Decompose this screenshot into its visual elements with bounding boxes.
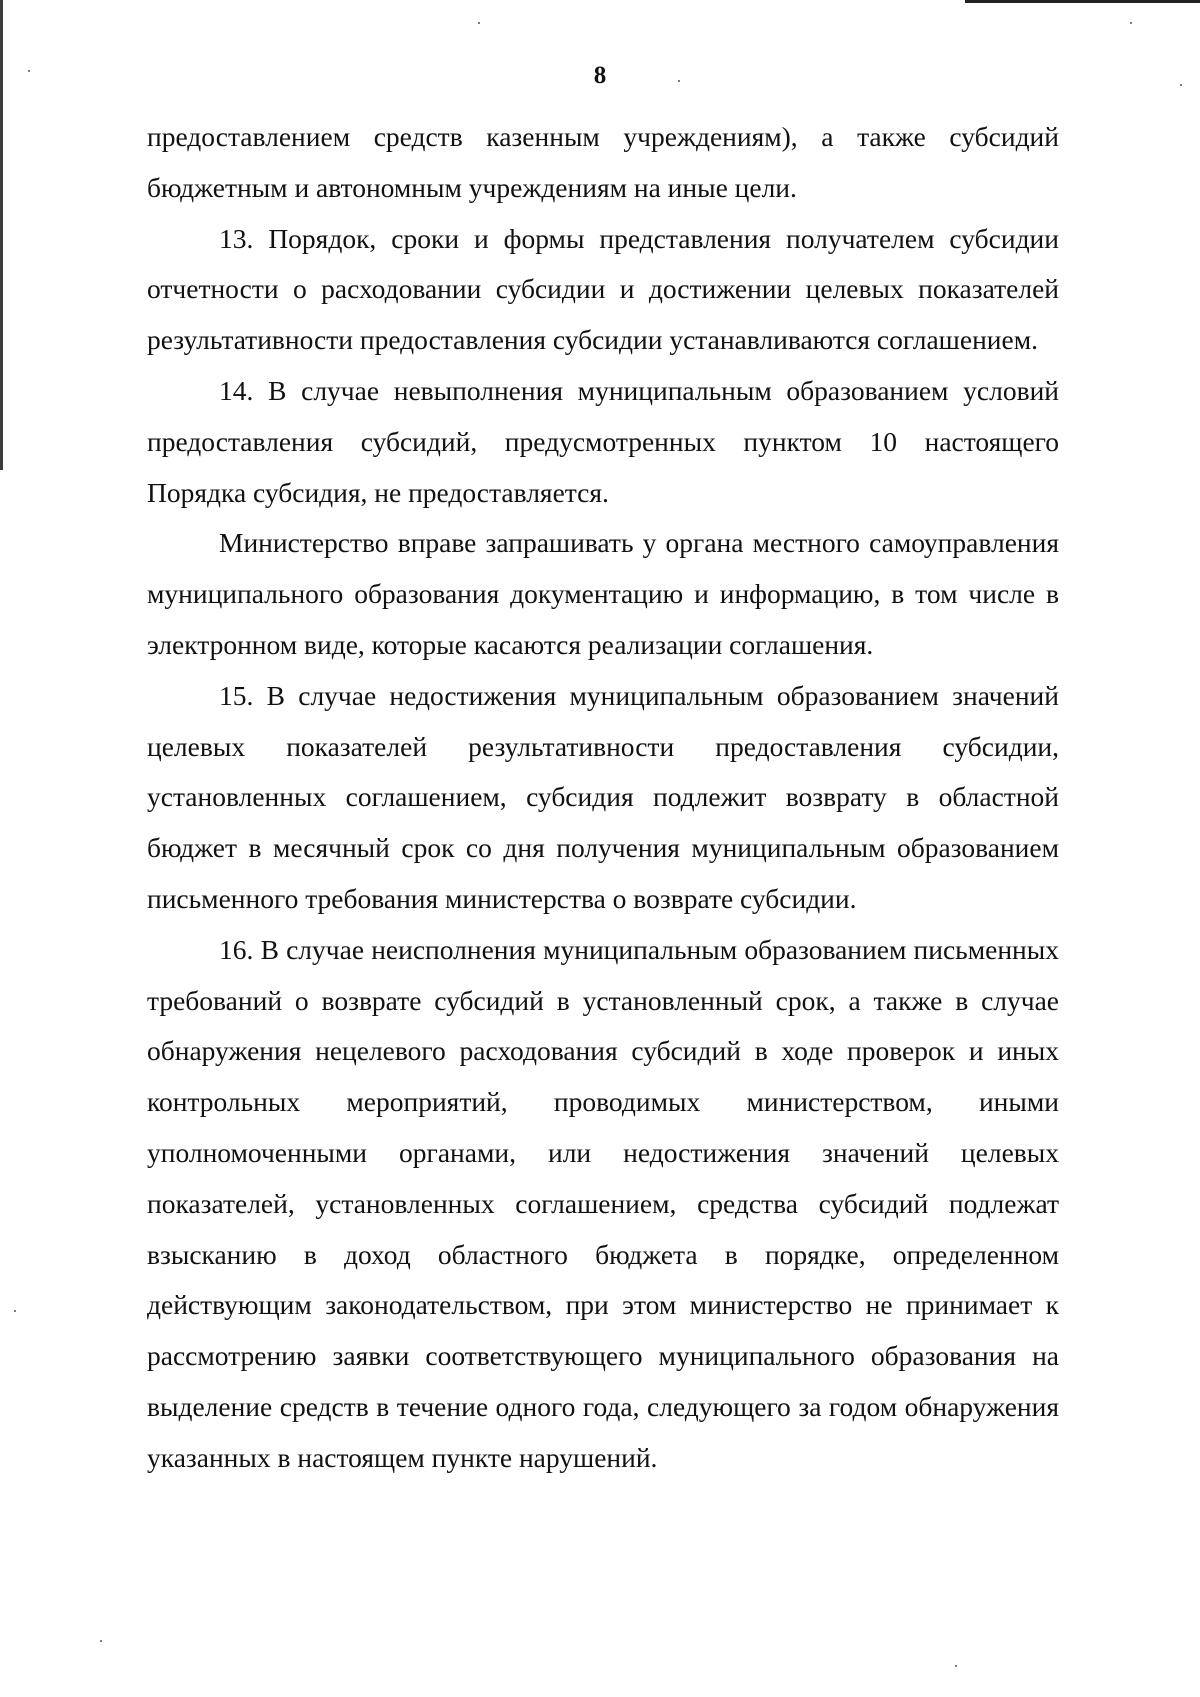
paragraph-13: 13. Порядок, сроки и формы представления получателем субсидии отчетности о расходовании субсидии и достижении целевых показателей результативности предоставления субсидии устанавливаются соглашением. (147, 222, 1059, 356)
paragraph-continuation: предоставлением средств казенным учреждениям), а также субсидий бюджетным и автономным учреждениям на иные цели. (147, 121, 1059, 203)
paragraph-14: 14. В случае невыполнения муниципальным образованием условий предоставления субсидий, предусмотренных пунктом 10 настоящего Порядка субсидия, не предоставляется. (147, 374, 1059, 508)
paragraph-14-ministry: Министерство вправе запрашивать у органа местного самоуправления муниципального образования документацию и информацию, в том числе в электронном виде, которые касаются реализации соглашения. (147, 527, 1059, 660)
document-body (147, 112, 1059, 1484)
paragraph-16: 16. В случае неисполнения муниципальным образованием письменных требований о возврате субсидий в установленный срок, а также в случае обнаружения нецелевого расходования субсидий в ходе проверок и иных контрольных мероприятий, проводимых министерством, иными уполномоченными органами, или недостижения значений целевых показателей, установленных соглашением, средства субсидий подлежат взысканию в доход областного бюджета в порядке, определенном действующим законодательством, при этом министерство не принимает к рассмотрению заявки соответствующего муниципального образования на выделение средств в течение одного года, следующего за годом обнаружения указанных в настоящем пункте нарушений. (147, 933, 1059, 1473)
scan-top-rule (965, 0, 1200, 3)
paragraph-15: 15. В случае недостижения муниципальным образованием значений целевых показателей результативности предоставления субсидии, установленных соглашением, субсидия подлежит возврату в областной бюджет в месячный срок со дня получения муниципальным образованием письменного требования министерства о возврате субсидии. (147, 679, 1059, 914)
scan-speck (1130, 22, 1132, 24)
scan-speck (14, 1310, 16, 1312)
scan-speck (478, 22, 480, 24)
scan-speck (955, 1665, 957, 1667)
scan-speck (100, 1640, 102, 1642)
page-number: 8 (593, 62, 607, 89)
